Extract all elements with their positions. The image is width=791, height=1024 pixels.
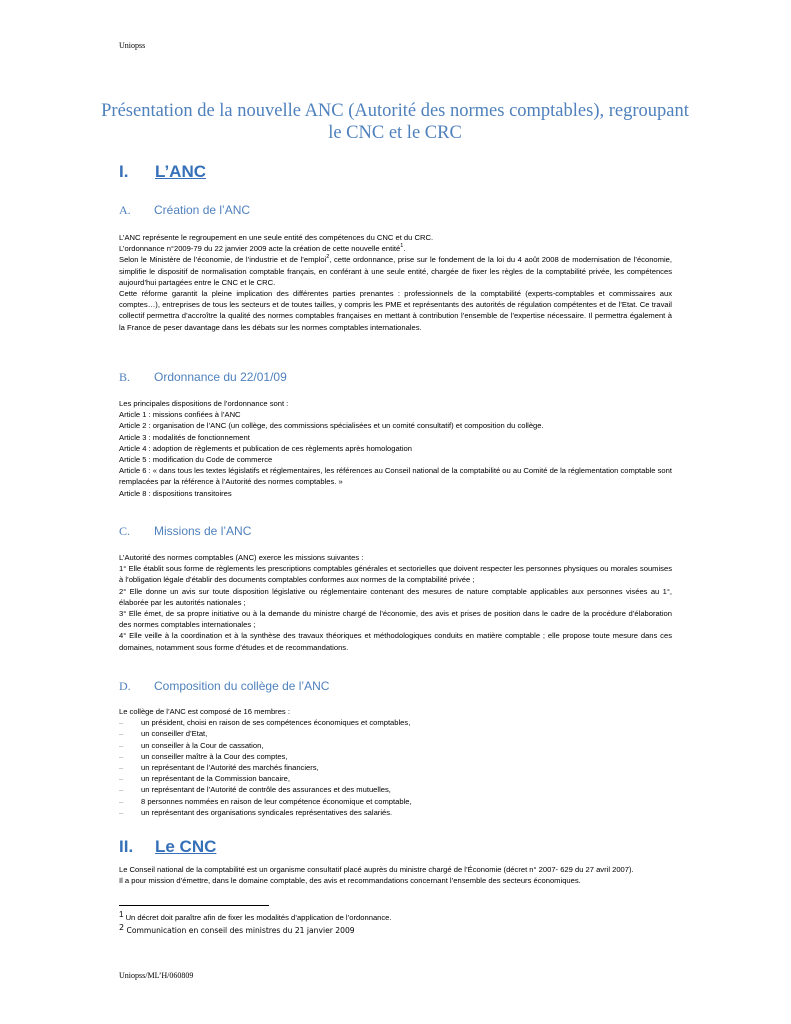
paragraph: Article 6 : « dans tous les textes législatifs et réglementaires, les références au Conseil national de la comptabilité ou au Comité de la réglementation comptable sont remplacées par la référence à l’Autorité des normes comptables. » bbox=[119, 466, 672, 487]
footnote-divider bbox=[119, 905, 269, 906]
paragraph: Article 3 : modalités de fonctionnement bbox=[119, 432, 250, 442]
subsection-c-body bbox=[119, 552, 672, 653]
section-1-heading bbox=[119, 162, 206, 182]
section-1-title: L’ANC bbox=[155, 162, 206, 181]
section-2-title: Le CNC bbox=[155, 837, 217, 856]
paragraph-text: Selon le Ministère de l’économie, de l’industrie et de l’emploi bbox=[119, 255, 327, 265]
section-2-number: II. bbox=[119, 837, 134, 856]
paragraph: Article 4 : adoption de règlements et publication de ces règlements après homologation bbox=[119, 443, 412, 453]
paragraph: Il a pour mission d’émettre, dans le domaine comptable, des avis et recommandations concernant l’ensemble des secteurs économiques. bbox=[119, 876, 581, 886]
section-2-heading bbox=[119, 837, 216, 857]
paragraph: Article 1 : missions confiées à l’ANC bbox=[119, 410, 241, 420]
list-item: – un représentant de l’Autorité des marchés financiers, bbox=[119, 762, 672, 773]
page-footer: Uniopss/ML’H/060809 bbox=[119, 971, 194, 980]
section-1-number: I. bbox=[119, 162, 129, 181]
paragraph: Les principales dispositions de l’ordonnance sont : bbox=[119, 399, 289, 408]
footnote-ref: 1 bbox=[400, 243, 404, 250]
paragraph-text: , cette ordonnance, prise sur le fondement de la loi du 4 août 2008 de modernisation de l’économie, simplifie le dispositif de normalisation comptable français, en conférant à une seule entité, chargée de fixer les règles de la comptabilité privée, les compétences aujourd’hui partagées entre le CNC et le CRC. bbox=[119, 255, 672, 287]
subsection-b-body bbox=[119, 398, 672, 499]
list-item: – 8 personnes nommées en raison de leur compétence économique et comptable, bbox=[119, 796, 672, 807]
footnote-number: 2 bbox=[119, 923, 125, 932]
subsection-a-body bbox=[119, 232, 672, 333]
subsection-b-heading bbox=[119, 370, 287, 385]
list-item: – un président, choisi en raison de ses compétences économiques et comptables, bbox=[119, 717, 672, 728]
paragraph: Article 2 : organisation de l’ANC (un collège, des commissions spécialisées et un comité consultatif) et composition du collège. bbox=[119, 421, 544, 431]
footnote-ref: 2 bbox=[326, 254, 330, 261]
list-item: – un représentant de l’Autorité de contrôle des assurances et des mutuelles, bbox=[119, 784, 672, 795]
paragraph: Le collège de l’ANC est composé de 16 membres : bbox=[119, 707, 290, 716]
footnote-1 bbox=[119, 909, 392, 923]
paragraph bbox=[119, 254, 672, 288]
paragraph: 4° Elle veille à la coordination et à la synthèse des travaux théoriques et méthodologiques conduits en matière comptable ; elle propose toute mesure dans ces domaines, notamment sous forme d’études et de recommandations. bbox=[119, 631, 672, 652]
list-item: – un conseiller à la Cour de cassation, bbox=[119, 740, 672, 751]
subsection-c-letter: C. bbox=[119, 524, 131, 538]
paragraph: 2° Elle donne un avis sur toute disposition législative ou réglementaire contenant des mesures de nature comptable applicables aux personnes visées au 1°, élaborée par les autorités nationales ; bbox=[119, 586, 672, 607]
paragraph: Cette réforme garantit la pleine implication des différentes parties prenantes : professionnels de la comptabilité (experts-comptables et commissaires aux comptes…), entreprises de tous les secteurs et de toutes tailles, y compris les PME et représentants des autorités de régulation compétentes et de l’Etat. Ce travail collectif permettra d’accroître la qualité des normes comptables françaises en mettant à contribution l’ensemble de l’expertise nécessaire. Il permettra également à la France de peser davantage dans les débats sur les normes comptables internationales. bbox=[119, 289, 672, 332]
paragraph: 3° Elle émet, de sa propre initiative ou à la demande du ministre chargé de l’économie, des avis et prises de position dans le cadre de la procédure d’élaboration des normes comptables internationales ; bbox=[119, 609, 672, 630]
paragraph-text: L’ordonnance n°2009-79 du 22 janvier 2009 acte la création de cette nouvelle entité bbox=[119, 244, 401, 254]
document-title: Présentation de la nouvelle ANC (Autorité des normes comptables), regroupant le CNC et le CRC bbox=[101, 101, 689, 143]
subsection-a-heading bbox=[119, 203, 250, 218]
paragraph: 1° Elle établit sous forme de règlements les prescriptions comptables générales et sectorielles que doivent respecter les personnes physiques ou morales soumises à l’obligation légale d’établir des documents comptables conformes aux normes de la comptabilité privée ; bbox=[119, 564, 672, 585]
section-2-body bbox=[119, 864, 672, 886]
page-header: Uniopss bbox=[119, 41, 146, 50]
subsection-b-title: Ordonnance du 22/01/09 bbox=[154, 370, 287, 384]
footnote-2 bbox=[119, 922, 355, 936]
subsection-a-letter: A. bbox=[119, 203, 131, 217]
subsection-b-letter: B. bbox=[119, 370, 131, 384]
paragraph: L’ordonnance n°2009-79 du 22 janvier 2009 acte la création de cette nouvelle entité$^1$. bbox=[119, 243, 406, 254]
subsection-d-letter: D. bbox=[119, 679, 131, 693]
list-item: – un représentant de la Commission bancaire, bbox=[119, 773, 672, 784]
footnote-text: Un décret doit paraître afin de fixer les modalités d’application de l’ordonnance. bbox=[125, 913, 392, 922]
subsection-d-body bbox=[119, 706, 672, 818]
paragraph: L’Autorité des normes comptables (ANC) exerce les missions suivantes : bbox=[119, 553, 364, 562]
list-item: – un conseiller maître à la Cour des comptes, bbox=[119, 751, 672, 762]
paragraph: Le Conseil national de la comptabilité est un organisme consultatif placé auprès du ministre chargé de l’Économie (décret n° 2007- 629 du 27 avril 2007). bbox=[119, 865, 634, 874]
subsection-c-heading bbox=[119, 524, 251, 539]
paragraph: Article 8 : dispositions transitoires bbox=[119, 488, 232, 498]
subsection-d-title: Composition du collège de l’ANC bbox=[154, 679, 330, 693]
members-list bbox=[119, 717, 672, 818]
paragraph: L’ANC représente le regroupement en une seule entité des compétences du CNC et du CRC. bbox=[119, 233, 434, 242]
subsection-c-title: Missions de l’ANC bbox=[154, 524, 252, 538]
subsection-a-title: Création de l’ANC bbox=[154, 203, 251, 217]
paragraph: Article 5 : modification du Code de commerce bbox=[119, 455, 273, 465]
list-item: – un représentant des organisations syndicales représentatives des salariés. bbox=[119, 807, 672, 818]
subsection-d-heading bbox=[119, 679, 329, 694]
list-item: – un conseiller d’Etat, bbox=[119, 728, 672, 739]
footnote-text: Communication en conseil des ministres du 21 janvier 2009 bbox=[126, 926, 355, 935]
footnote-number: 1 bbox=[119, 910, 124, 919]
